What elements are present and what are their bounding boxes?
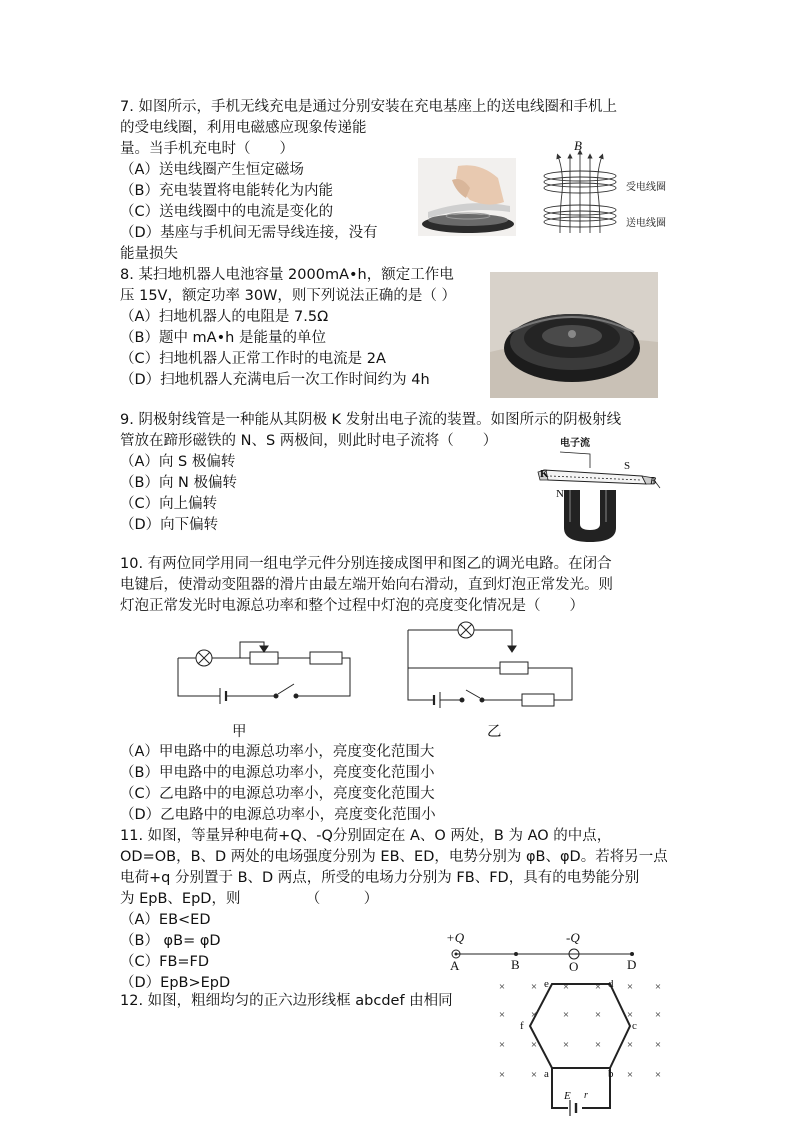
q9-k-label: K [540, 468, 549, 480]
q11-stem-line4: 为 EpB、EpD，则 （ ） [120, 891, 379, 907]
q11-o-label: O [569, 959, 579, 974]
q12-f-label: f [520, 1020, 524, 1032]
q11-d-label: D [627, 957, 637, 972]
q11-stem-line2: OD=OB，B、D 两处的电场强度分别为 EB、ED，电势分别为 φB、φD。若将另一点 [120, 849, 668, 865]
svg-text:×: × [626, 1069, 634, 1081]
q10-stem-line2: 电键后，使滑动变阻器的滑片由最左端开始向右滑动，直到灯泡正常发光。则 [120, 577, 613, 593]
q11-b-label: B [511, 957, 520, 972]
q10-circuit-yi [400, 616, 590, 716]
svg-text:×: × [562, 1039, 570, 1051]
q8-robot-vacuum-photo [490, 272, 658, 398]
svg-text:×: × [498, 981, 506, 993]
svg-text:×: × [498, 1069, 506, 1081]
svg-text:×: × [626, 1009, 634, 1021]
q7-stem-line2: 的受电线圈，利用电磁感应现象传递能 [120, 120, 367, 136]
q10-option-b: （B）甲电路中的电源总功率小，亮度变化范围小 [120, 765, 435, 781]
q9-option-b: （B）向 N 极偏转 [120, 475, 238, 491]
q7-option-a: （A）送电线圈产生恒定磁场 [120, 162, 304, 178]
q7-send-coil-label: 送电线圈 [626, 218, 666, 229]
q10-option-d: （D）乙电路中的电源总功率小，亮度变化范围小 [120, 807, 436, 823]
svg-text:×: × [498, 1039, 506, 1051]
svg-text:×: × [654, 981, 662, 993]
q11-option-c: （C）FB=FD [120, 954, 210, 970]
svg-text:×: × [594, 981, 602, 993]
q7-receive-coil-label: 受电线圈 [626, 182, 666, 193]
q11-a-label: A [450, 958, 460, 973]
q9-stem-line1: 9. 阴极射线管是一种能从其阴极 K 发射出电子流的装置。如图所示的阴极射线 [120, 412, 622, 428]
svg-text:×: × [530, 1039, 538, 1051]
q11-stem-line3: 电荷+q 分别置于 B、D 两点，所受的电场力分别为 FB、FD，具有的电势能分别 [120, 870, 640, 886]
q10-option-a: （A）甲电路中的电源总功率小，亮度变化范围大 [120, 744, 435, 760]
q10-label-yi: 乙 [487, 724, 502, 740]
q7-stem-line3: 量。当手机充电时（ ） [120, 141, 294, 157]
svg-text:×: × [530, 1009, 538, 1021]
q11-option-b: （B） φB= φD [120, 933, 221, 949]
q12-a-label: a [544, 1068, 549, 1080]
q10-stem-line3: 灯泡正常发光时电源总功率和整个过程中灯泡的亮度变化情况是（ ） [120, 598, 584, 614]
q12-stem-line1: 12. 如图，粗细均匀的正六边形线框 abcdef 由相同 [120, 993, 453, 1009]
q7-b-label: B [574, 138, 582, 153]
q9-option-a: （A）向 S 极偏转 [120, 454, 236, 470]
q10-label-jia: 甲 [232, 724, 247, 740]
q9-cathode-tube-diagram [530, 432, 675, 544]
svg-text:×: × [626, 981, 634, 993]
q12-c-label: c [632, 1020, 637, 1032]
svg-text:×: × [498, 1009, 506, 1021]
q7-option-c: （C）送电线圈中的电流是变化的 [120, 204, 334, 220]
q8-stem-line1: 8. 某扫地机器人电池容量 2000mA•h，额定工作电 [120, 267, 454, 283]
q8-option-d: （D）扫地机器人充满电后一次工作时间约为 4h [120, 372, 430, 388]
q10-option-c: （C）乙电路中的电源总功率小，亮度变化范围大 [120, 786, 435, 802]
q12-b-label: b [608, 1068, 614, 1080]
svg-text:×: × [562, 981, 570, 993]
q8-option-b: （B）题中 mA•h 是能量的单位 [120, 330, 326, 346]
q9-stem-line2: 管放在蹄形磁铁的 N、S 两极间，则此时电子流将（ ） [120, 433, 498, 449]
q8-stem-line2: 压 15V，额定功率 30W，则下列说法正确的是（ ） [120, 288, 456, 304]
q8-option-a: （A）扫地机器人的电阻是 7.5Ω [120, 309, 329, 325]
svg-text:×: × [626, 1039, 634, 1051]
q9-n-label: N [556, 488, 564, 500]
q8-option-c: （C）扫地机器人正常工作时的电流是 2A [120, 351, 386, 367]
q12-hexagon-field-diagram [490, 974, 670, 1116]
q9-b-label: B [650, 476, 657, 487]
q12-r-label: r [584, 1090, 588, 1101]
svg-text:×: × [562, 1009, 570, 1021]
q11-option-d: （D）EpB>EpD [120, 975, 231, 991]
q9-option-d: （D）向下偏转 [120, 517, 219, 533]
q11-plus-q-label: +Q [446, 930, 465, 945]
svg-text:×: × [654, 1039, 662, 1051]
q12-e-label: e [544, 978, 549, 990]
q7-coil-diagram [530, 138, 690, 238]
q11-option-a: （A）EB<ED [120, 912, 211, 928]
svg-text:×: × [654, 1009, 662, 1021]
q9-s-label: S [624, 460, 631, 472]
q7-option-d: （D）基座与手机间无需导线连接，没有 [120, 225, 378, 241]
svg-text:×: × [530, 981, 538, 993]
svg-text:×: × [654, 1069, 662, 1081]
q7-option-b: （B）充电装置将电能转化为内能 [120, 183, 333, 199]
q11-charges-diagram [444, 928, 644, 974]
q12-emf-label: E [564, 1090, 571, 1102]
q11-stem-line1: 11. 如图，等量异种电荷+Q、-Q分别固定在 A、O 两处，B 为 AO 的中点， [120, 828, 612, 844]
q11-minus-q-label: -Q [566, 930, 580, 945]
q10-circuit-jia [170, 630, 360, 710]
svg-text:×: × [594, 1039, 602, 1051]
q10-stem-line1: 10. 有两位同学用同一组电学元件分别连接成图甲和图乙的调光电路。在闭合 [120, 556, 612, 572]
q12-d-label: d [608, 978, 614, 990]
q9-option-c: （C）向上偏转 [120, 496, 218, 512]
svg-text:×: × [530, 1069, 538, 1081]
q7-charger-photo [418, 158, 516, 236]
q7-stem-line1: 7. 如图所示，手机无线充电是通过分别安装在充电基座上的送电线圈和手机上 [120, 99, 617, 115]
q7-option-d-cont: 能量损失 [120, 246, 178, 262]
q9-beam-label: 电子流 [560, 438, 590, 449]
svg-text:×: × [594, 1009, 602, 1021]
